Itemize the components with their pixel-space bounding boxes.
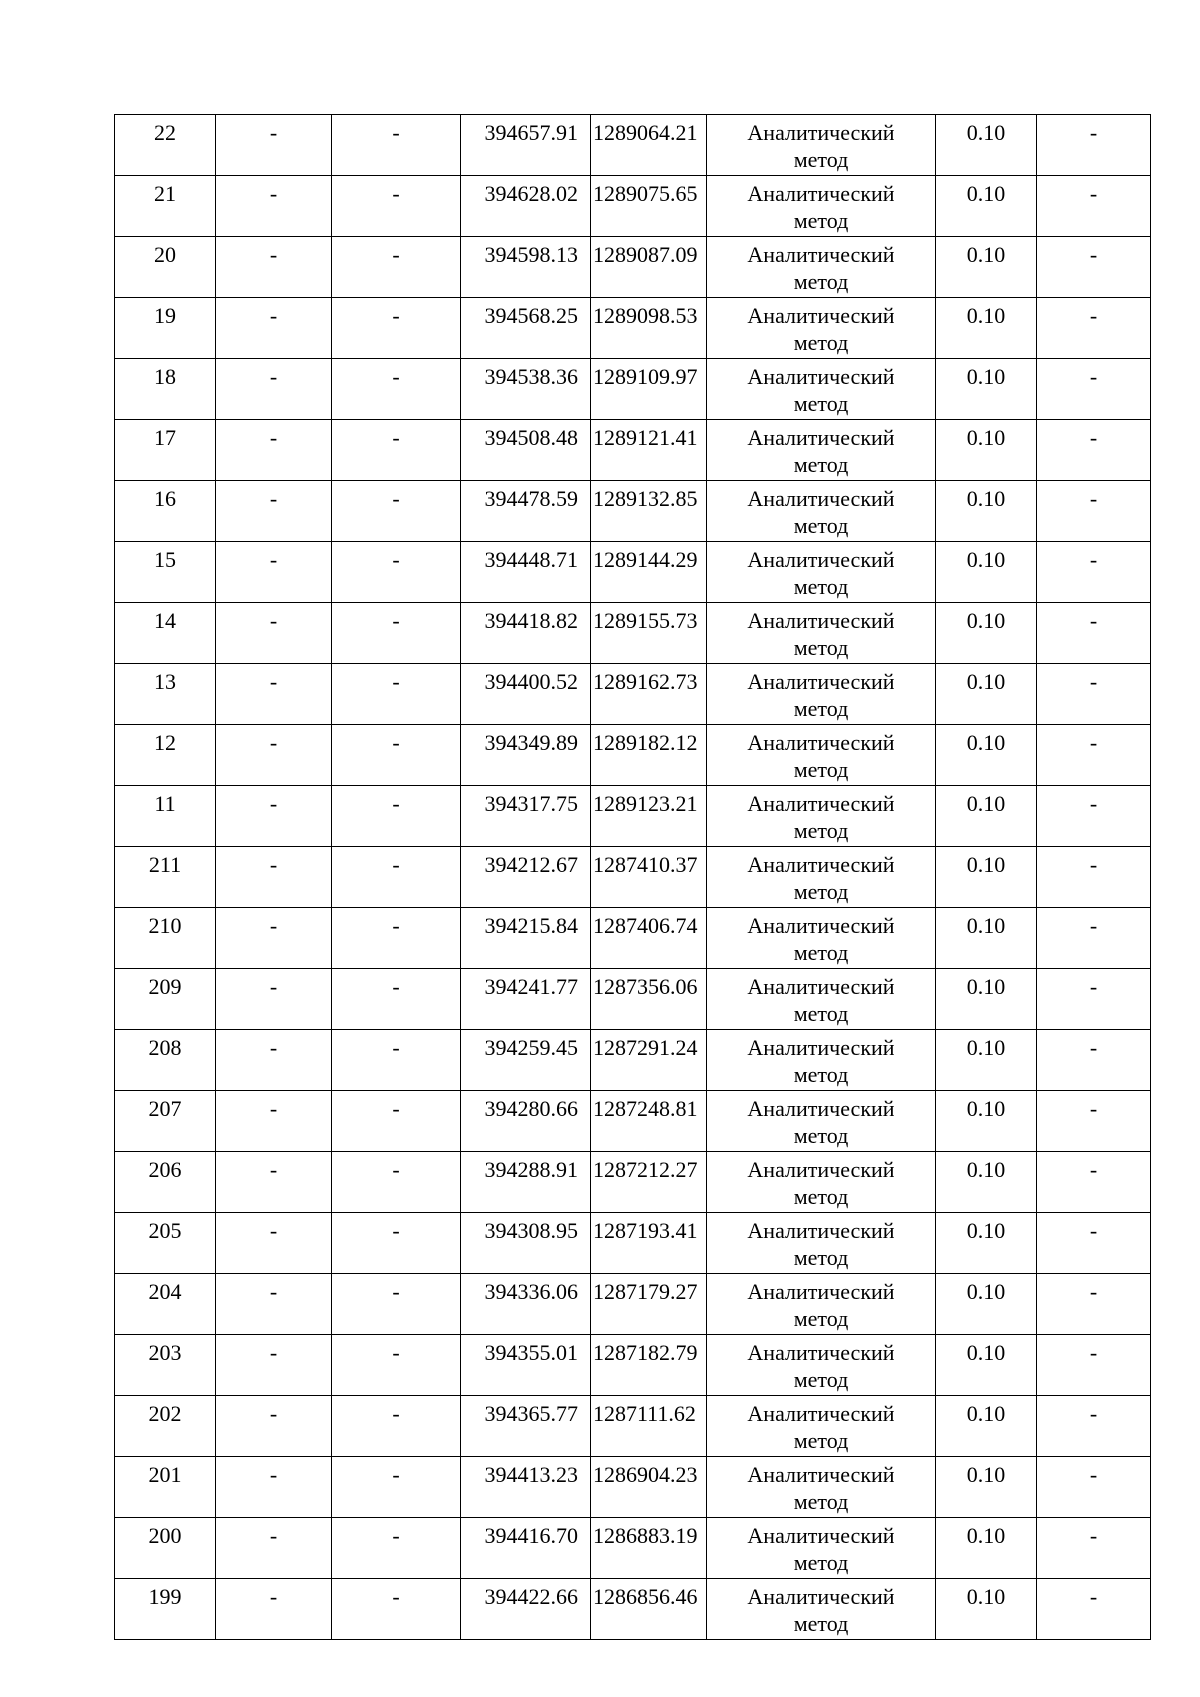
point-number-cell: 17 [115,420,216,481]
y-coordinate-cell: 1289144.29 [591,542,707,603]
method-cell [707,847,936,908]
dash-cell: - [216,1030,332,1091]
x-coordinate-cell: 394598.13 [461,237,591,298]
accuracy-cell: 0.10 [936,908,1037,969]
accuracy-cell: 0.10 [936,1579,1037,1640]
dash-cell: - [332,298,461,359]
x-coordinate-cell: 394422.66 [461,1579,591,1640]
dash-cell: - [216,1518,332,1579]
method-label-line2: метод [793,147,849,172]
table-row [115,847,1151,908]
x-coordinate-cell: 394478.59 [461,481,591,542]
dash-cell: - [1037,481,1151,542]
accuracy-cell: 0.10 [936,1518,1037,1579]
method-label-line2: метод [793,330,849,355]
x-coordinate-cell: 394215.84 [461,908,591,969]
method-label-line2: метод [793,879,849,904]
y-coordinate-cell: 1289162.73 [591,664,707,725]
x-coordinate-cell: 394336.06 [461,1274,591,1335]
x-coordinate-cell: 394308.95 [461,1213,591,1274]
accuracy-cell: 0.10 [936,115,1037,176]
method-label-line1: Аналитический [747,547,895,572]
y-coordinate-cell: 1286904.23 [591,1457,707,1518]
point-number-cell: 22 [115,115,216,176]
accuracy-cell: 0.10 [936,847,1037,908]
y-coordinate-cell: 1287356.06 [591,969,707,1030]
document-page [114,114,1151,1640]
point-number-cell: 208 [115,1030,216,1091]
method-label-line1: Аналитический [747,486,895,511]
point-number-cell: 21 [115,176,216,237]
dash-cell: - [1037,725,1151,786]
accuracy-cell: 0.10 [936,481,1037,542]
dash-cell: - [332,847,461,908]
dash-cell: - [1037,298,1151,359]
point-number-cell: 200 [115,1518,216,1579]
dash-cell: - [1037,1396,1151,1457]
table-row [115,1457,1151,1518]
accuracy-cell: 0.10 [936,359,1037,420]
dash-cell: - [216,481,332,542]
accuracy-cell: 0.10 [936,298,1037,359]
dash-cell: - [216,420,332,481]
point-number-cell: 12 [115,725,216,786]
method-label-line1: Аналитический [747,608,895,633]
dash-cell: - [216,237,332,298]
method-label-line1: Аналитический [747,1096,895,1121]
method-label-line1: Аналитический [747,1523,895,1548]
method-label-line1: Аналитический [747,181,895,206]
method-label-line1: Аналитический [747,1401,895,1426]
dash-cell: - [332,603,461,664]
table-row [115,1335,1151,1396]
point-number-cell: 205 [115,1213,216,1274]
method-label-line2: метод [793,1184,849,1209]
y-coordinate-cell: 1289121.41 [591,420,707,481]
y-coordinate-cell: 1286883.19 [591,1518,707,1579]
accuracy-cell: 0.10 [936,603,1037,664]
method-label-line1: Аналитический [747,730,895,755]
dash-cell: - [216,298,332,359]
method-label-line2: метод [793,635,849,660]
method-label-line1: Аналитический [747,852,895,877]
dash-cell: - [332,908,461,969]
dash-cell: - [1037,847,1151,908]
dash-cell: - [332,786,461,847]
dash-cell: - [216,1335,332,1396]
y-coordinate-cell: 1287410.37 [591,847,707,908]
x-coordinate-cell: 394400.52 [461,664,591,725]
method-label-line2: метод [793,391,849,416]
dash-cell: - [216,1274,332,1335]
y-coordinate-cell: 1286856.46 [591,1579,707,1640]
point-number-cell: 203 [115,1335,216,1396]
point-number-cell: 13 [115,664,216,725]
accuracy-cell: 0.10 [936,1030,1037,1091]
dash-cell: - [332,969,461,1030]
accuracy-cell: 0.10 [936,420,1037,481]
method-label-line1: Аналитический [747,669,895,694]
dash-cell: - [332,1518,461,1579]
table-row [115,664,1151,725]
x-coordinate-cell: 394413.23 [461,1457,591,1518]
dash-cell: - [1037,1152,1151,1213]
dash-cell: - [216,542,332,603]
method-label-line1: Аналитический [747,1157,895,1182]
dash-cell: - [332,1030,461,1091]
y-coordinate-cell: 1287248.81 [591,1091,707,1152]
x-coordinate-cell: 394568.25 [461,298,591,359]
y-coordinate-cell: 1287291.24 [591,1030,707,1091]
dash-cell: - [1037,115,1151,176]
accuracy-cell: 0.10 [936,1213,1037,1274]
method-label-line1: Аналитический [747,1035,895,1060]
point-number-cell: 210 [115,908,216,969]
dash-cell: - [1037,237,1151,298]
dash-cell: - [216,1091,332,1152]
method-cell [707,1457,936,1518]
method-cell [707,1213,936,1274]
method-cell [707,1335,936,1396]
y-coordinate-cell: 1289109.97 [591,359,707,420]
method-label-line2: метод [793,1367,849,1392]
table-row [115,1579,1151,1640]
dash-cell: - [216,603,332,664]
method-label-line1: Аналитический [747,791,895,816]
method-label-line1: Аналитический [747,974,895,999]
dash-cell: - [332,542,461,603]
point-number-cell: 204 [115,1274,216,1335]
method-label-line1: Аналитический [747,1279,895,1304]
method-label-line2: метод [793,574,849,599]
method-cell [707,1274,936,1335]
point-number-cell: 15 [115,542,216,603]
accuracy-cell: 0.10 [936,542,1037,603]
method-label-line2: метод [793,1245,849,1270]
dash-cell: - [216,847,332,908]
table-row [115,1091,1151,1152]
dash-cell: - [1037,603,1151,664]
table-row [115,481,1151,542]
method-cell [707,1091,936,1152]
dash-cell: - [216,1213,332,1274]
point-number-cell: 20 [115,237,216,298]
method-cell [707,908,936,969]
table-row [115,542,1151,603]
dash-cell: - [332,725,461,786]
dash-cell: - [1037,359,1151,420]
accuracy-cell: 0.10 [936,1091,1037,1152]
dash-cell: - [332,481,461,542]
method-cell [707,664,936,725]
dash-cell: - [332,1335,461,1396]
point-number-cell: 19 [115,298,216,359]
point-number-cell: 14 [115,603,216,664]
dash-cell: - [216,969,332,1030]
y-coordinate-cell: 1289132.85 [591,481,707,542]
dash-cell: - [332,1152,461,1213]
dash-cell: - [216,786,332,847]
dash-cell: - [1037,1518,1151,1579]
method-label-line2: метод [793,696,849,721]
method-cell [707,1518,936,1579]
method-cell [707,969,936,1030]
table-row [115,1274,1151,1335]
x-coordinate-cell: 394508.48 [461,420,591,481]
accuracy-cell: 0.10 [936,725,1037,786]
x-coordinate-cell: 394355.01 [461,1335,591,1396]
accuracy-cell: 0.10 [936,1457,1037,1518]
point-number-cell: 199 [115,1579,216,1640]
method-cell [707,176,936,237]
method-label-line1: Аналитический [747,1584,895,1609]
method-label-line2: метод [793,513,849,538]
point-number-cell: 18 [115,359,216,420]
dash-cell: - [1037,1274,1151,1335]
dash-cell: - [332,1457,461,1518]
dash-cell: - [216,176,332,237]
dash-cell: - [216,359,332,420]
method-label-line2: метод [793,1489,849,1514]
point-number-cell: 206 [115,1152,216,1213]
dash-cell: - [332,1213,461,1274]
table-row [115,298,1151,359]
dash-cell: - [1037,1457,1151,1518]
method-label-line1: Аналитический [747,303,895,328]
x-coordinate-cell: 394538.36 [461,359,591,420]
x-coordinate-cell: 394280.66 [461,1091,591,1152]
x-coordinate-cell: 394657.91 [461,115,591,176]
point-number-cell: 202 [115,1396,216,1457]
table-row [115,786,1151,847]
method-label-line2: метод [793,1428,849,1453]
method-cell [707,420,936,481]
method-cell [707,1579,936,1640]
dash-cell: - [216,725,332,786]
y-coordinate-cell: 1289064.21 [591,115,707,176]
dash-cell: - [332,1091,461,1152]
dash-cell: - [1037,1335,1151,1396]
method-label-line1: Аналитический [747,1462,895,1487]
x-coordinate-cell: 394241.77 [461,969,591,1030]
method-label-line2: метод [793,1306,849,1331]
method-label-line1: Аналитический [747,120,895,145]
point-number-cell: 201 [115,1457,216,1518]
point-number-cell: 207 [115,1091,216,1152]
method-cell [707,542,936,603]
dash-cell: - [216,1152,332,1213]
method-label-line1: Аналитический [747,425,895,450]
accuracy-cell: 0.10 [936,237,1037,298]
method-label-line2: метод [793,757,849,782]
dash-cell: - [332,176,461,237]
method-cell [707,298,936,359]
table-row [115,359,1151,420]
method-label-line1: Аналитический [747,242,895,267]
table-row [115,115,1151,176]
accuracy-cell: 0.10 [936,1335,1037,1396]
method-cell [707,603,936,664]
method-label-line2: метод [793,940,849,965]
table-row [115,725,1151,786]
method-label-line1: Аналитический [747,1340,895,1365]
table-row [115,969,1151,1030]
x-coordinate-cell: 394418.82 [461,603,591,664]
dash-cell: - [1037,1030,1151,1091]
x-coordinate-cell: 394628.02 [461,176,591,237]
accuracy-cell: 0.10 [936,176,1037,237]
accuracy-cell: 0.10 [936,1152,1037,1213]
method-label-line2: метод [793,1123,849,1148]
method-label-line2: метод [793,452,849,477]
dash-cell: - [1037,176,1151,237]
table-row [115,176,1151,237]
method-cell [707,725,936,786]
dash-cell: - [1037,786,1151,847]
method-cell [707,359,936,420]
table-row [115,420,1151,481]
dash-cell: - [216,115,332,176]
method-label-line2: метод [793,1001,849,1026]
method-label-line1: Аналитический [747,913,895,938]
dash-cell: - [1037,969,1151,1030]
dash-cell: - [1037,1213,1151,1274]
table-row [115,908,1151,969]
accuracy-cell: 0.10 [936,1396,1037,1457]
method-cell [707,1030,936,1091]
method-cell [707,481,936,542]
method-label-line2: метод [793,1550,849,1575]
y-coordinate-cell: 1287406.74 [591,908,707,969]
table-row [115,1213,1151,1274]
dash-cell: - [216,1457,332,1518]
x-coordinate-cell: 394288.91 [461,1152,591,1213]
accuracy-cell: 0.10 [936,786,1037,847]
x-coordinate-cell: 394416.70 [461,1518,591,1579]
table-row [115,603,1151,664]
dash-cell: - [1037,664,1151,725]
dash-cell: - [332,420,461,481]
method-label-line1: Аналитический [747,1218,895,1243]
method-label-line2: метод [793,269,849,294]
accuracy-cell: 0.10 [936,664,1037,725]
point-number-cell: 11 [115,786,216,847]
x-coordinate-cell: 394365.77 [461,1396,591,1457]
method-cell [707,237,936,298]
method-label-line2: метод [793,1062,849,1087]
method-label-line2: метод [793,208,849,233]
dash-cell: - [216,1396,332,1457]
coordinates-table [114,114,1151,1640]
dash-cell: - [1037,1579,1151,1640]
x-coordinate-cell: 394259.45 [461,1030,591,1091]
y-coordinate-cell: 1287179.27 [591,1274,707,1335]
dash-cell: - [332,1579,461,1640]
y-coordinate-cell: 1287182.79 [591,1335,707,1396]
dash-cell: - [216,908,332,969]
point-number-cell: 211 [115,847,216,908]
method-cell [707,1152,936,1213]
method-cell [707,786,936,847]
dash-cell: - [332,359,461,420]
dash-cell: - [1037,1091,1151,1152]
dash-cell: - [332,115,461,176]
y-coordinate-cell: 1289155.73 [591,603,707,664]
dash-cell: - [1037,908,1151,969]
point-number-cell: 16 [115,481,216,542]
accuracy-cell: 0.10 [936,1274,1037,1335]
table-row [115,1030,1151,1091]
method-cell [707,115,936,176]
dash-cell: - [332,664,461,725]
y-coordinate-cell: 1289098.53 [591,298,707,359]
method-cell [707,1396,936,1457]
accuracy-cell: 0.10 [936,969,1037,1030]
dash-cell: - [1037,420,1151,481]
dash-cell: - [216,1579,332,1640]
coordinates-table-body [115,115,1151,1640]
y-coordinate-cell: 1289123.21 [591,786,707,847]
y-coordinate-cell: 1287111.62 [591,1396,707,1457]
dash-cell: - [332,237,461,298]
x-coordinate-cell: 394317.75 [461,786,591,847]
x-coordinate-cell: 394212.67 [461,847,591,908]
method-label-line1: Аналитический [747,364,895,389]
y-coordinate-cell: 1289087.09 [591,237,707,298]
x-coordinate-cell: 394349.89 [461,725,591,786]
dash-cell: - [216,664,332,725]
y-coordinate-cell: 1289075.65 [591,176,707,237]
table-row [115,1396,1151,1457]
method-label-line2: метод [793,1611,849,1636]
y-coordinate-cell: 1289182.12 [591,725,707,786]
table-row [115,237,1151,298]
x-coordinate-cell: 394448.71 [461,542,591,603]
dash-cell: - [332,1396,461,1457]
table-row [115,1518,1151,1579]
dash-cell: - [1037,542,1151,603]
dash-cell: - [332,1274,461,1335]
y-coordinate-cell: 1287193.41 [591,1213,707,1274]
table-row [115,1152,1151,1213]
y-coordinate-cell: 1287212.27 [591,1152,707,1213]
point-number-cell: 209 [115,969,216,1030]
method-label-line2: метод [793,818,849,843]
